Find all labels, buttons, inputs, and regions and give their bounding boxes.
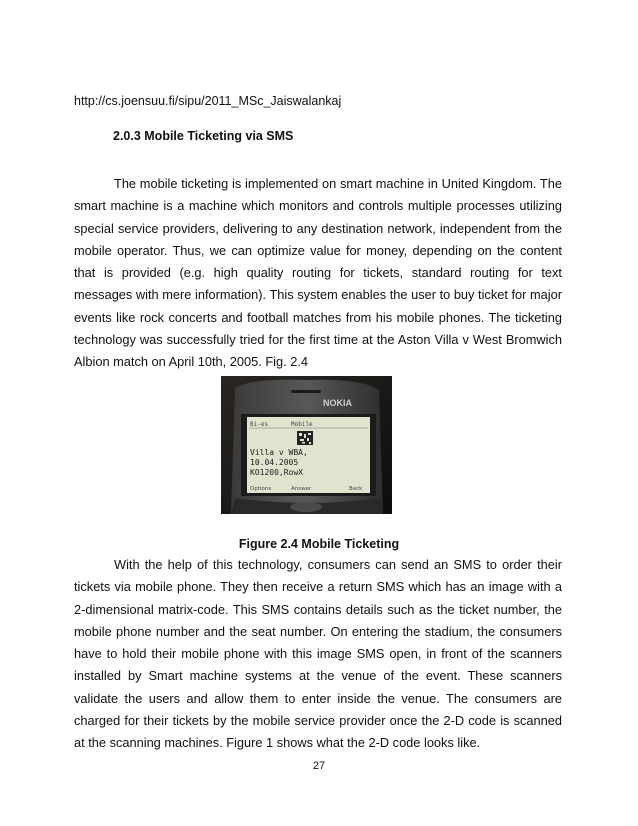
figure-caption: Figure 2.4 Mobile Ticketing xyxy=(238,537,400,551)
phone-brand: NOKIA xyxy=(323,398,352,408)
paragraph-sms: With the help of this technology, consumers can send an SMS to order their tickets via mobile phone. They then receive a return SMS which has an image with a 2-dimensional matrix-code. This SMS contains details such as the ticket number, the mobile phone number and the seat number. On entering the stadium, the consumers have to hold their mobile phone with this image SMS open, in front of the scanners installed by Smart machine systems at the venue of the event. These scanners validate the users and allow them to enter inside the venue. The consumers are charged for their tickets by the mobile service provider once the 2-D code is scanned at the scanning machines. Figure 1 shows what the 2-D code looks like. xyxy=(74,557,562,751)
nav-key xyxy=(290,502,322,512)
screen-header-right: Mobile xyxy=(291,421,313,428)
source-url: http://cs.joensuu.fi/sipu/2011_MSc_Jaiswalankaj xyxy=(74,94,342,108)
softkey-center: Answer xyxy=(291,486,312,492)
ticket-line-1: Villa v WBA, xyxy=(250,448,308,457)
screen-header-left: Bi-es xyxy=(250,421,269,428)
mobile-ticket-photo xyxy=(221,376,392,514)
matrix-code-icon xyxy=(297,431,313,445)
section-heading: 2.0.3 Mobile Ticketing via SMS xyxy=(113,129,294,143)
ticket-line-2: 10.04.2005 xyxy=(250,458,299,467)
paragraph-intro: The mobile ticketing is implemented on smart machine in United Kingdom. The smart machine is a machine which monitors and controls multiple processes utilizing special service providers, delivering to any destination network, independent from the mobile operator. Thus, we can optimize value for money, depending on the content that is provided (e.g. high quality routing for tickets, standard routing for text messages with mere information). This system enables the user to buy ticket for major events like rock concerts and football matches from his mobile phones. The ticketing technology was successfully tried for the first time at the Aston Villa v West Bromwich Albion match on April 10th, 2005. Fig. 2.4 xyxy=(74,176,562,370)
softkey-right: Back xyxy=(349,486,363,492)
phone-illustration xyxy=(221,376,392,514)
ticket-line-3: KO1200,RowX xyxy=(250,468,303,477)
page-number: 27 xyxy=(312,760,326,772)
softkey-left: Options xyxy=(250,486,272,492)
